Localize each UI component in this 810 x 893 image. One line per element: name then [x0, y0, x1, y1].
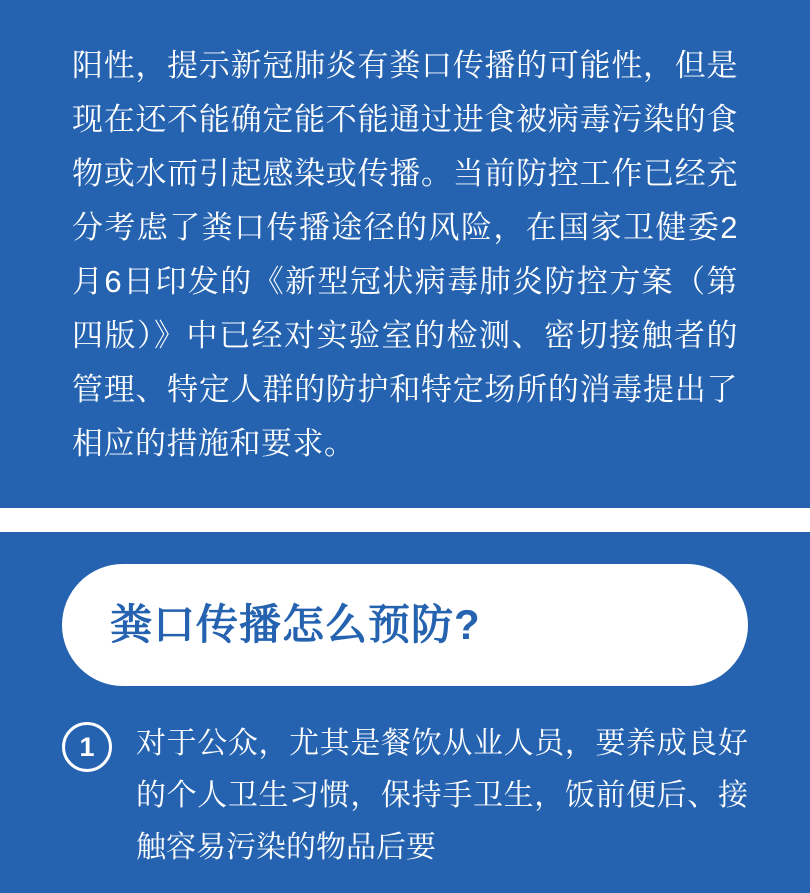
list-number-badge: 1 — [62, 722, 112, 772]
panel-divider — [0, 508, 810, 532]
list-item-text: 对于公众，尤其是餐饮从业人员，要养成良好的个人卫生习惯，保持手卫生，饭前便后、接触容易污染的物品后要 — [136, 727, 748, 864]
body-paragraph: 阳性，提示新冠肺炎有粪口传播的可能性，但是现在还不能确定能不能通过进食被病毒污染的食物或水而引起感染或传播。当前防控工作已经充分考虑了粪口传播途径的风险，在国家卫健委2月6日印发的《新型冠状病毒肺炎防控方案（第四版）》中已经对实验室的检测、密切接触者的管理、特定人群的防护和特定场所的消毒提出了相应的措施和要求。 — [72, 48, 738, 461]
list-item — [62, 718, 748, 874]
section-heading-card — [62, 564, 748, 686]
prevention-panel — [0, 532, 810, 893]
section-heading-text: 粪口传播怎么预防? — [110, 601, 481, 648]
